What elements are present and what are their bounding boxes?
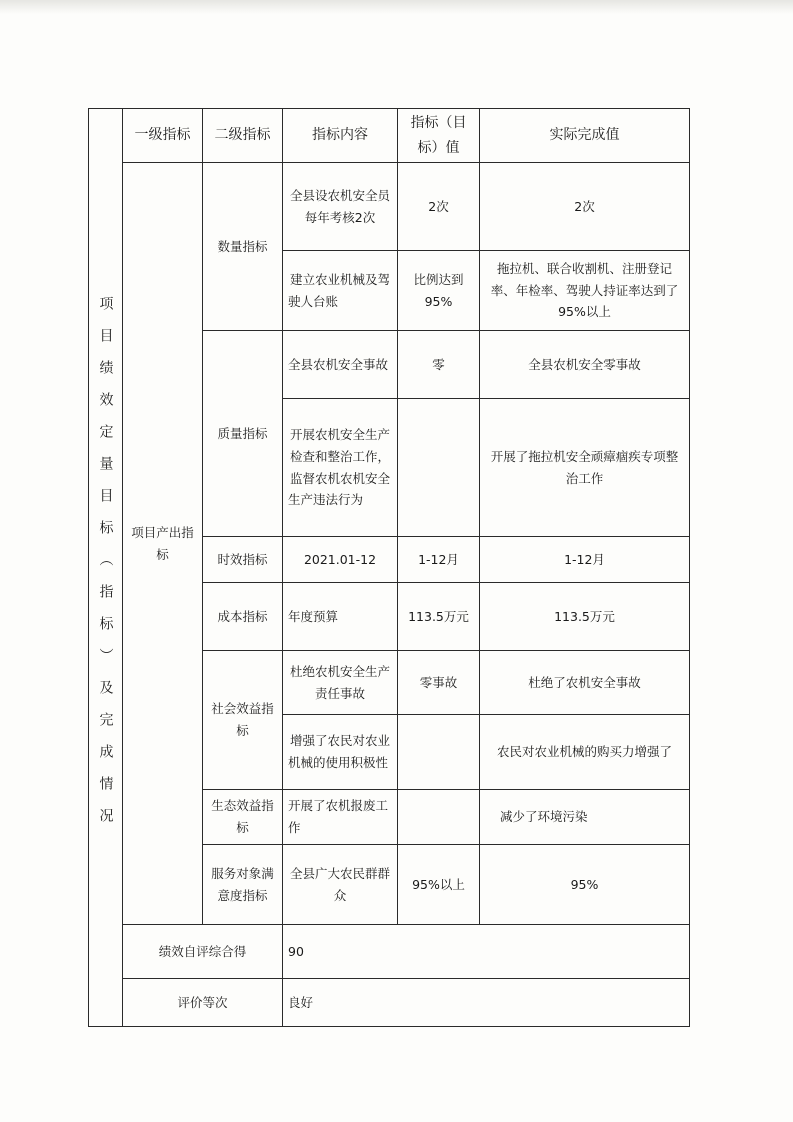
header-level1: 一级指标 xyxy=(123,109,203,163)
header-actual: 实际完成值 xyxy=(480,109,690,163)
target-cell: 1-12月 xyxy=(398,537,480,583)
content-cell: 杜绝农机安全生产责任事故 xyxy=(283,651,398,715)
content-cell: 全县广大农民群群众 xyxy=(283,845,398,925)
level2-cell: 质量指标 xyxy=(203,331,283,537)
scan-edge-shadow xyxy=(0,0,793,14)
content-cell: 全县农机安全事故 xyxy=(283,331,398,399)
level2-cell: 时效指标 xyxy=(203,537,283,583)
level2-cell: 生态效益指标 xyxy=(203,790,283,845)
actual-cell: 113.5万元 xyxy=(480,583,690,651)
target-cell: 2次 xyxy=(398,163,480,251)
content-cell: 2021.01-12 xyxy=(283,537,398,583)
target-cell: 零 xyxy=(398,331,480,399)
actual-cell: 开展了拖拉机安全顽瘴痼疾专项整治工作 xyxy=(480,399,690,537)
self-eval-label: 绩效自评综合得 xyxy=(123,925,283,979)
actual-cell: 95% xyxy=(480,845,690,925)
target-cell: 113.5万元 xyxy=(398,583,480,651)
header-level2: 二级指标 xyxy=(203,109,283,163)
content-cell: 全县设农机安全员每年考核2次 xyxy=(283,163,398,251)
actual-cell: 减少了环境污染 xyxy=(480,790,690,845)
level2-cell: 社会效益指标 xyxy=(203,651,283,790)
header-row xyxy=(89,109,690,163)
self-eval-row xyxy=(89,925,690,979)
content-cell: 增强了农民对农业机械的使用积极性 xyxy=(283,715,398,790)
level2-cell: 服务对象满意度指标 xyxy=(203,845,283,925)
header-target: 指标（目标）值 xyxy=(398,109,480,163)
header-content: 指标内容 xyxy=(283,109,398,163)
target-cell: 零事故 xyxy=(398,651,480,715)
self-eval-value: 90 xyxy=(283,925,690,979)
actual-cell: 拖拉机、联合收割机、注册登记率、年检率、驾驶人持证率达到了95%以上 xyxy=(480,251,690,331)
level2-cell: 数量指标 xyxy=(203,163,283,331)
actual-cell: 农民对农业机械的购买力增强了 xyxy=(480,715,690,790)
actual-cell: 全县农机安全零事故 xyxy=(480,331,690,399)
grade-row xyxy=(89,979,690,1027)
content-cell: 开展农机安全生产检查和整治工作，监督农机农机安全生产违法行为 xyxy=(283,399,398,537)
target-cell: 比例达到95% xyxy=(398,251,480,331)
target-cell xyxy=(398,790,480,845)
grade-value: 良好 xyxy=(283,979,690,1027)
table-row xyxy=(89,163,690,251)
level2-cell: 成本指标 xyxy=(203,583,283,651)
content-cell: 建立农业机械及驾驶人台账 xyxy=(283,251,398,331)
grade-label: 评价等次 xyxy=(123,979,283,1027)
target-cell xyxy=(398,715,480,790)
target-cell xyxy=(398,399,480,537)
side-title: 项目绩效定量目标（指标）及完成情况 xyxy=(97,295,114,840)
actual-cell: 1-12月 xyxy=(480,537,690,583)
level1-cell: 项目产出指标 xyxy=(123,163,203,925)
actual-cell: 杜绝了农机安全事故 xyxy=(480,651,690,715)
actual-cell: 2次 xyxy=(480,163,690,251)
content-cell: 开展了农机报废工作 xyxy=(283,790,398,845)
content-cell: 年度预算 xyxy=(283,583,398,651)
target-cell: 95%以上 xyxy=(398,845,480,925)
side-title-cell xyxy=(89,109,123,1027)
performance-table xyxy=(88,108,690,1027)
